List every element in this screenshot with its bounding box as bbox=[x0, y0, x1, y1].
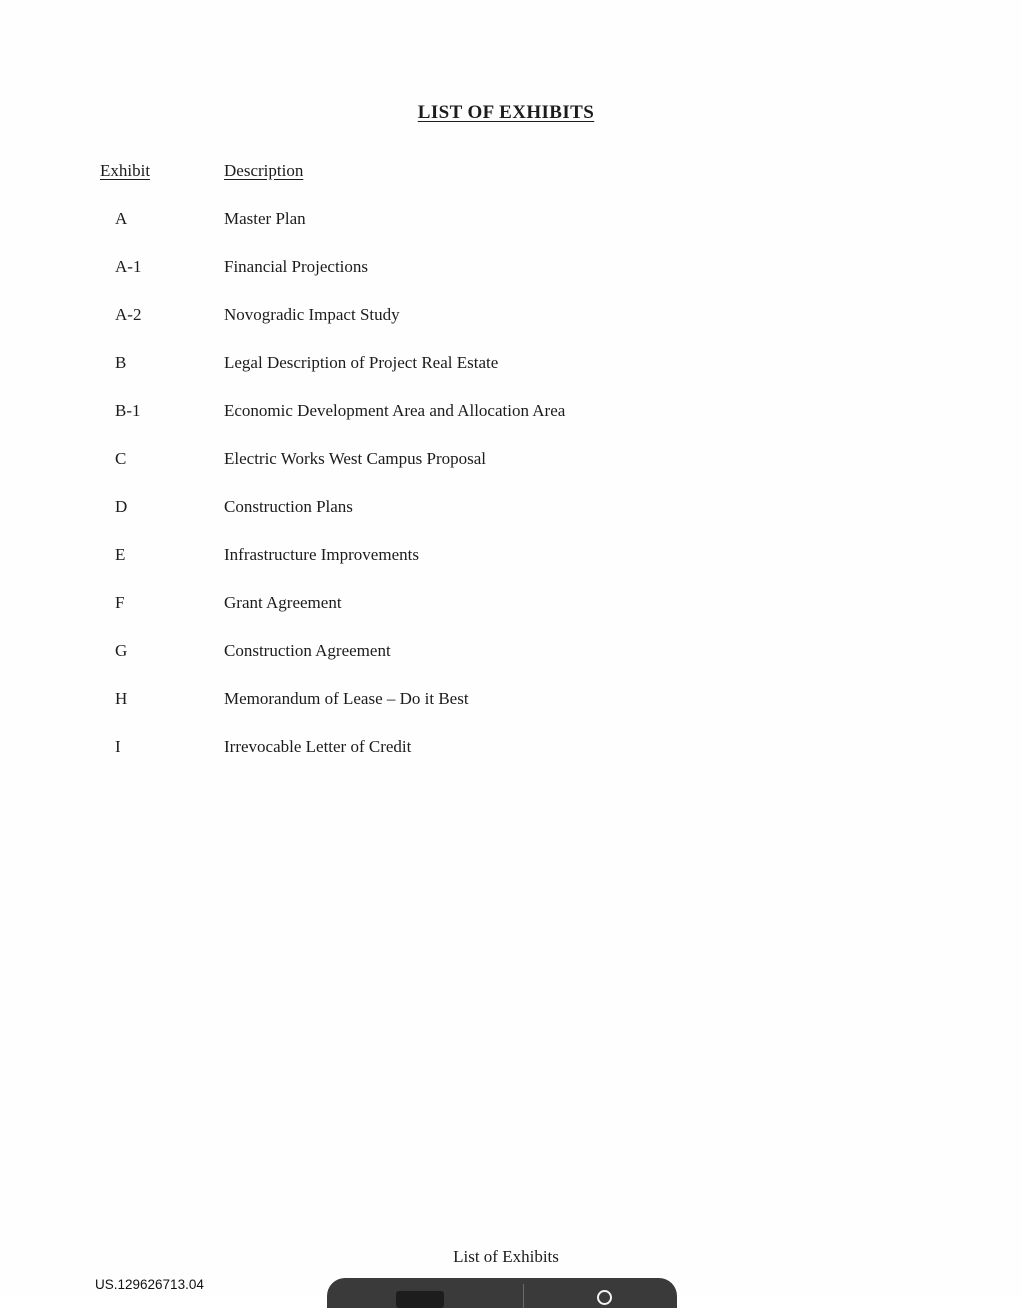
pdf-viewer-toolbar[interactable] bbox=[327, 1278, 677, 1308]
exhibit-letter: B-1 bbox=[115, 401, 141, 420]
zoom-icon[interactable] bbox=[597, 1290, 612, 1305]
exhibit-letter: B bbox=[115, 353, 127, 372]
toolbar-divider bbox=[523, 1284, 524, 1308]
exhibit-description: Construction Agreement bbox=[224, 641, 391, 660]
page-title bbox=[0, 102, 1012, 124]
exhibit-letter: E bbox=[115, 545, 126, 564]
exhibit-letter: H bbox=[115, 689, 128, 708]
exhibit-letter: A bbox=[115, 209, 128, 228]
exhibit-description: Infrastructure Improvements bbox=[224, 545, 419, 564]
exhibit-table bbox=[100, 160, 565, 758]
column-header-description: Description bbox=[224, 161, 304, 180]
exhibit-description: Grant Agreement bbox=[224, 593, 342, 612]
exhibit-description: Novogradic Impact Study bbox=[224, 305, 400, 324]
exhibit-letter: G bbox=[115, 641, 128, 660]
footer-page-label: List of Exhibits bbox=[453, 1247, 559, 1266]
exhibit-description: Economic Development Area and Allocation Area bbox=[224, 401, 566, 420]
exhibit-letter: I bbox=[115, 737, 121, 756]
exhibit-letter: D bbox=[115, 497, 128, 516]
exhibit-letter: C bbox=[115, 449, 127, 468]
exhibit-description: Electric Works West Campus Proposal bbox=[224, 449, 486, 468]
exhibit-letter: F bbox=[115, 593, 125, 612]
exhibit-description: Master Plan bbox=[224, 209, 306, 228]
exhibit-description: Construction Plans bbox=[224, 497, 353, 516]
exhibit-description: Legal Description of Project Real Estate bbox=[224, 353, 499, 372]
page-number-input[interactable] bbox=[396, 1291, 444, 1308]
exhibit-description: Irrevocable Letter of Credit bbox=[224, 737, 412, 756]
page-title-text: LIST OF EXHIBITS bbox=[417, 102, 595, 123]
column-header-exhibit: Exhibit bbox=[100, 161, 151, 180]
document-number: US.129626713.04 bbox=[95, 1277, 204, 1292]
exhibit-description: Memorandum of Lease – Do it Best bbox=[224, 689, 469, 708]
exhibit-description: Financial Projections bbox=[224, 257, 369, 276]
exhibit-letter: A-2 bbox=[115, 305, 142, 324]
exhibit-letter: A-1 bbox=[115, 257, 142, 276]
